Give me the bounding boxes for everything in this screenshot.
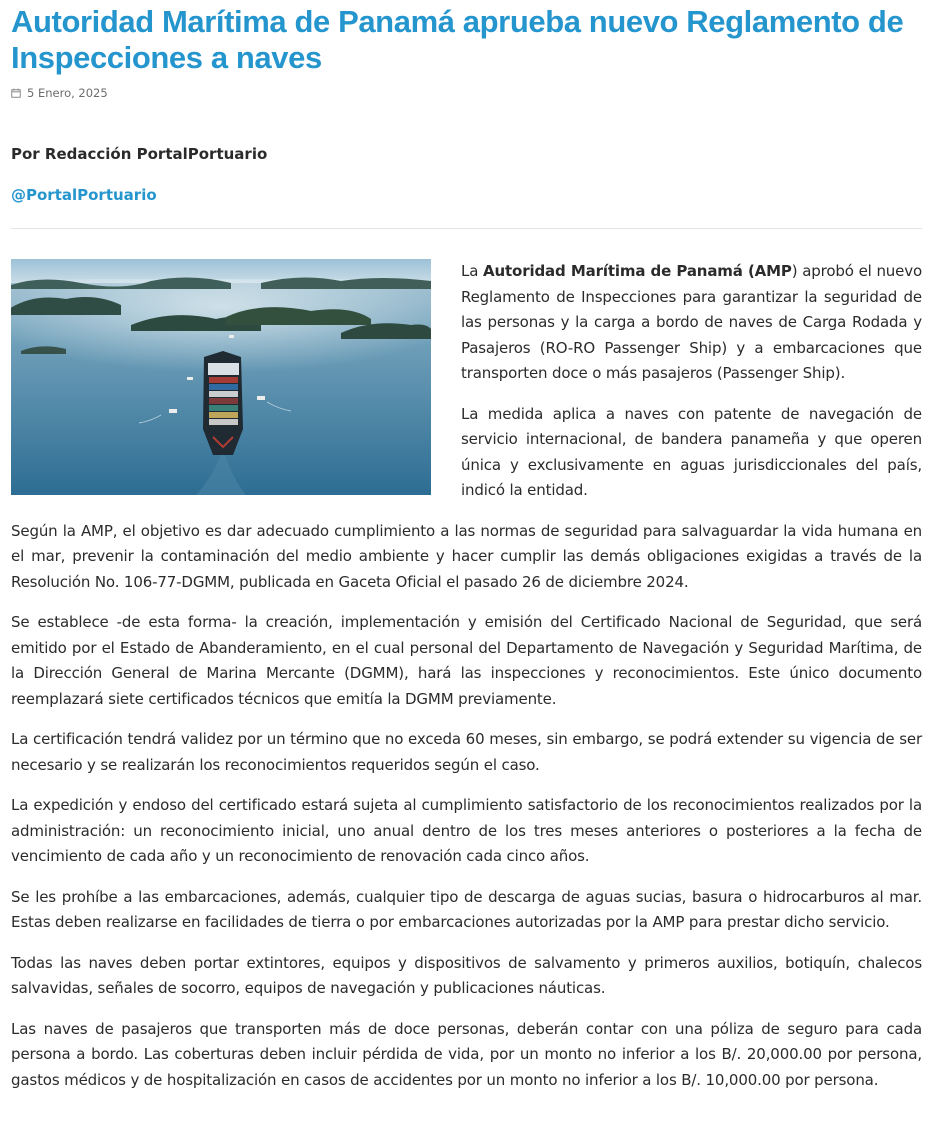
paragraph: Según la AMP, el objetivo es dar adecuado cumplimiento a las normas de seguridad para salvaguardar la vida humana en el mar, prevenir la contaminación del medio ambiente y hacer cumplir las demás obligaciones exigidas a través de la Resolución No. 106-77-DGMM, publicada en Gaceta Oficial el pasado 26 de diciembre 2024. xyxy=(11,521,922,591)
paragraph: Se establece -de esta forma- la creación, implementación y emisión del Certificado Nacional de Seguridad, que será emitido por el Estado de Abanderamiento, en el cual personal del Departamento de Navegación y Seguridad Marítima, de la Dirección General de Marina Mercante (DGMM), hará las inspecciones y reconocimientos. Este único documento reemplazará siete certificados técnicos que emitía la DGMM previamente. xyxy=(11,613,922,708)
paragraph: Las naves de pasajeros que transporten más de doce personas, deberán contar con una póliza de seguro para cada persona a bordo. Las coberturas deben incluir pérdida de vida, por un monto no inferior a los B/. 20,000.00 por persona, gastos médicos y de hospitalización en casos de accidentes por un monto no inferior a los B/. 10,000.00 por persona. xyxy=(11,1019,922,1089)
paragraph: Se les prohíbe a las embarcaciones, además, cualquier tipo de descarga de aguas sucias, basura o hidrocarburos al mar. Estas deben realizarse en facilidades de tierra o por embarcaciones autorizadas por la AMP para prestar dicho servicio. xyxy=(11,887,922,931)
paragraph-lead: La Autoridad Marítima de Panamá (AMP) aprobó el nuevo Reglamento de Inspecciones para garantizar la seguridad de las personas y la carga a bordo de naves de Carga Rodada y Pasajeros (RO-RO Passenger Ship) y a embarcaciones que transporten doce o más pasajeros (Passenger Ship). xyxy=(461,262,922,382)
publish-date xyxy=(11,86,922,100)
byline: Por Redacción PortalPortuario xyxy=(11,145,268,163)
paragraph: La medida aplica a naves con patente de navegación de servicio internacional, de bandera panameña y que operen única y exclusivamente en aguas jurisdiccionales del país, indicó la entidad. xyxy=(461,404,922,499)
twitter-handle-link[interactable]: @PortalPortuario xyxy=(11,186,157,204)
article-body xyxy=(11,259,922,1093)
paragraph: La expedición y endoso del certificado estará sujeta al cumplimiento satisfactorio de los reconocimientos realizados por la administración: un reconocimiento inicial, uno anual dentro de los tres meses anteriores o posteriores a la fecha de vencimiento de cada año y un reconocimiento de renovación cada cinco años. xyxy=(11,796,922,865)
paragraph: La certificación tendrá validez por un término que no exceda 60 meses, sin embargo, se podrá extender su vigencia de ser necesario y se realizarán los reconocimientos requeridos según el caso. xyxy=(11,730,922,774)
publish-date-text: 5 Enero, 2025 xyxy=(27,86,108,100)
calendar-icon xyxy=(11,88,21,98)
article-title: Autoridad Marítima de Panamá aprueba nuevo Reglamento de Inspecciones a naves xyxy=(11,4,904,75)
container-ship-photo xyxy=(11,259,431,495)
paragraph: Todas las naves deben portar extintores, equipos y dispositivos de salvamento y primeros auxilios, botiquín, chalecos salvavidas, señales de socorro, equipos de navegación y publicaciones náuticas. xyxy=(11,953,922,997)
divider xyxy=(11,228,922,229)
